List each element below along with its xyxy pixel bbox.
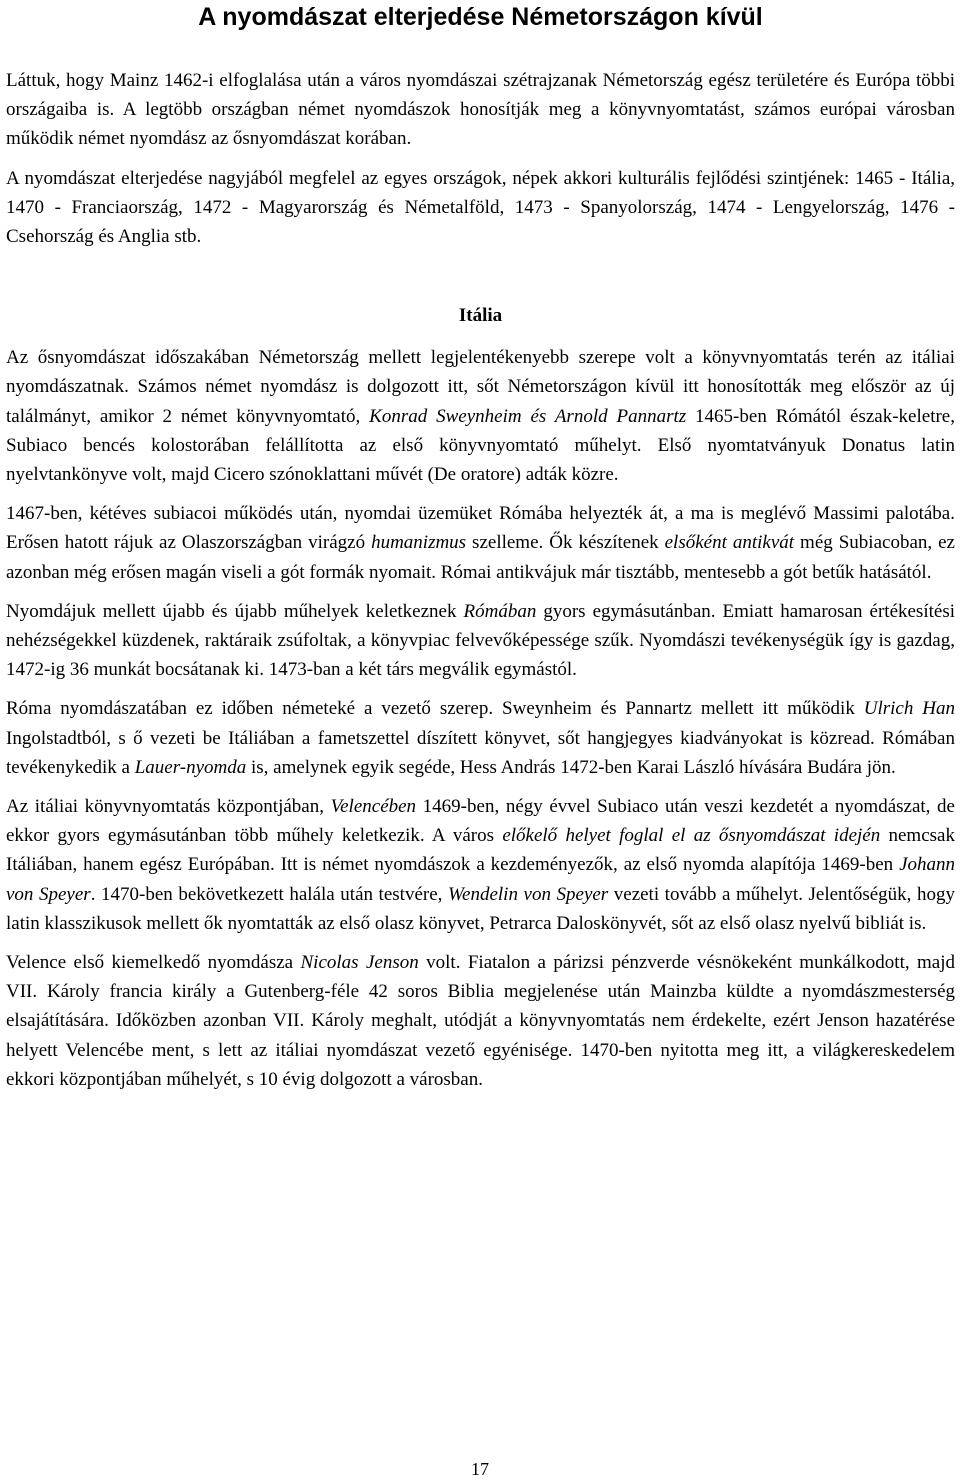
page-title: A nyomdászat elterjedése Németországon kívül [198,3,763,31]
text-run: Nyomdájuk mellett újabb és újabb műhelyek keletkeznek [6,600,464,622]
italic-run: előkelő helyet foglal el az ősnyomdászat idején [502,825,881,847]
italic-run: Wendelin von Speyer [447,883,609,905]
italic-run: humanizmus [371,532,467,554]
text-run: vezeti tovább a műhelyt. Jelentőségük, hogy latin klasszikusok mellett ők nyomtatták az első olasz könyvet, Petrarca Daloskönyvét, sőt az első olasz nyelvű bibliát is. [6,883,955,934]
italic-run: Ulrich Han [863,698,956,720]
text-run: Az ősnyomdászat időszakában Németország mellett legjelentékenyebb szerepe volt a könyvnyomtatás terén az itáliai nyomdászatnak. Számos német nyomdász is dolgozott itt, sőt Németországon kívül itt honosították meg először az új találmányt, amikor 2 német könyvnyomtató, [6,347,955,427]
paragraph-italy-4 [6,694,955,782]
page-number: 17 [471,1459,489,1479]
paragraph-venice-2 [6,948,955,1094]
italic-run: Rómában [463,600,537,622]
paragraph-venice-1 [6,792,955,938]
text-run: Ingolstadtból, s ő vezeti be Itáliában a fametszettel díszített könyvet, sőt hangjegyes kiadványokat is közread. Rómában tevékenykedik a [6,727,955,778]
paragraph-italy-3 [6,597,955,685]
text-run: . 1470-ben bekövetkezett halála után testvére, [90,883,448,905]
text-run: Az itáliai könyvnyomtatás központjában, [6,796,331,818]
italic-run: Velencében [330,796,417,818]
section-title: Itália [458,305,503,327]
text-run: 1469-ben, négy évvel Subiaco után veszi kezdetét a nyomdászat, de ekkor gyors egymásutánban több műhely keletkezik. A város [6,796,955,847]
text-run: 1465-ben Rómától észak-keletre, Subiaco bencés kolostorában felállította az első könyvnyomtató műhelyt. Első nyomtatványuk Donatus latin nyelvtankönyve volt, majd Cicero szónoklattani művét (De oratore) adták közre. [6,405,955,486]
text-run: volt. Fiatalon a párizsi pénzverde vésnökeként munkálkodott, majd VII. Károly francia király a Gutenberg-féle 42 soros Biblia megjelenése után Mainzba küldte a nyomdászmesterség elsajátítására. Időközben azonban VII. Károly meghalt, utódját a könyvnyomtatás nem érdekelte, ezért Jenson hazatérése helyett Velencébe ment, s lett az itáliai nyomdászat vezető egyénisége. 1470-ben nyitotta meg itt, a világkereskedelem ekkori központjában műhelyét, s 10 évig dolgozott a városban. [6,952,955,1090]
paragraph-italy-2 [6,499,955,587]
text-run: gyors egymásutánban. Emiatt hamarosan értékesítési nehézségekkel küzdenek, raktáraik zsúfoltak, a könyvpiac felvevőképessége szűk. Nyomdászi tevékenységük így is gazdag, 1472-ig 36 munkát bocsátanak ki. 1473-ban a két társ megválik egymástól. [6,600,955,681]
paragraph-italy-1 [6,343,955,489]
italic-run: Konrad Sweynheim és Arnold Pannartz [369,405,687,427]
italic-run: Johann von Speyer [6,854,955,905]
text-run: 1467-ben, kétéves subiacoi működés után, nyomdai üzemüket Rómába helyezték át, a ma is meglévő Massimi palotába. Erősen hatott rájuk az Olaszországban virágzó [6,503,955,554]
paragraph-intro-2: A nyomdászat elterjedése nagyjából megfelel az egyes országok, népek akkori kulturális fejlődési szintjének: 1465 - Itália, 1470 - Franciaország, 1472 - Magyarország és Németalföld, 1473 - Spanyolország, 1474 - Lengyelország, 1476 - Csehország és Anglia stb. [6,167,955,248]
italic-run: Lauer-nyomda [134,756,247,778]
italic-run: elsőként antikvát [664,532,795,554]
text-run: szelleme. Ők készítenek [466,532,665,554]
text-run: Velence első kiemelkedő nyomdásza [6,952,301,974]
paragraph-intro-1: Láttuk, hogy Mainz 1462-i elfoglalása után a város nyomdászai szétrajzanak Németország egész területére és Európa többi országaiba is. A legtöbb országban német nyomdászok honosítják meg a könyvnyomtatást, számos európai városban működik német nyomdász az ősnyomdászat korában. [6,70,955,150]
text-run: is, amelynek egyik segéde, Hess András 1472-ben Karai László hívására Budára jön. [246,756,896,778]
text-run: még Subiacoban, ez azonban még erősen magán viseli a gót formák nyomait. Római antikvájuk már tisztább, mentesebb a gót betűk hatásától. [6,532,955,583]
italic-run: Nicolas Jenson [300,952,419,974]
document-page [6,0,955,1094]
text-run: Róma nyomdászatában ez időben németeké a vezető szerep. Sweynheim és Pannartz mellett itt működik [6,698,864,720]
text-run: nemcsak Itáliában, hanem egész Európában. Itt is német nyomdászok a kezdeményezők, az első nyomda alapítója 1469-ben [6,825,955,876]
